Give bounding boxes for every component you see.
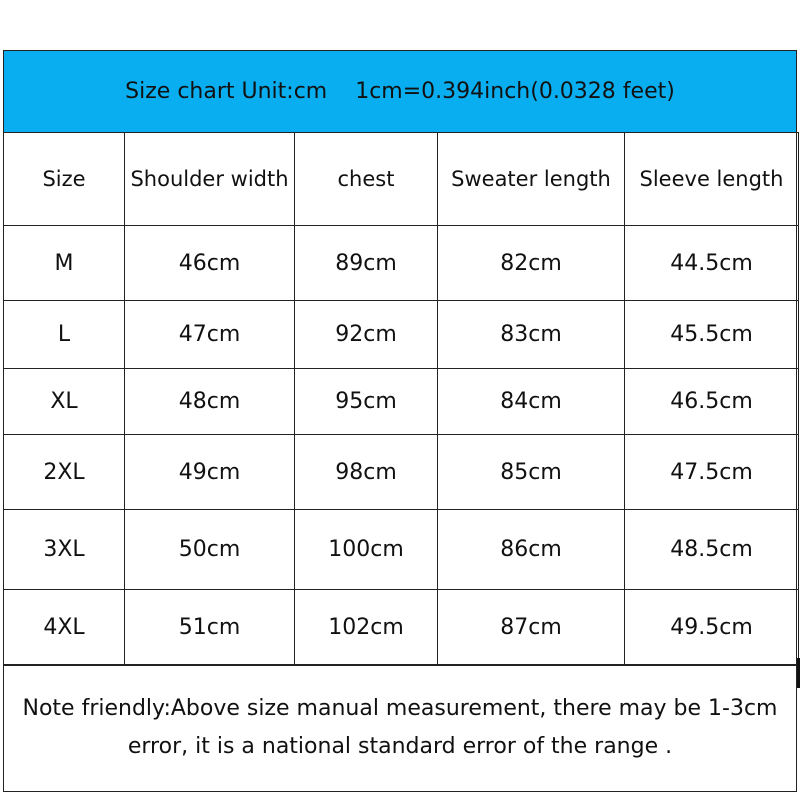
cell-sleeve-length: 49.5cm <box>625 590 799 666</box>
header-sleeve-length: Sleeve length <box>625 133 799 226</box>
cell-sweater-length: 82cm <box>438 226 625 301</box>
cell-sweater-length: 83cm <box>438 301 625 369</box>
table-row <box>4 301 799 369</box>
header-chest: chest <box>295 133 438 226</box>
cell-shoulder-width: 46cm <box>125 226 295 301</box>
header-shoulder-width: Shoulder width <box>125 133 295 226</box>
note-line-2: error, it is a national standard error of the range . <box>127 734 673 759</box>
cell-size: XL <box>4 369 125 435</box>
table-header-row <box>4 133 799 226</box>
header-sweater-length: Sweater length <box>438 133 625 226</box>
cell-chest: 95cm <box>295 369 438 435</box>
cell-chest: 102cm <box>295 590 438 666</box>
cell-sleeve-length: 44.5cm <box>625 226 799 301</box>
cell-chest: 98cm <box>295 435 438 510</box>
cell-sleeve-length: 47.5cm <box>625 435 799 510</box>
table-row <box>4 226 799 301</box>
note-line-1: Note friendly:Above size manual measurement, there may be 1-3cm <box>22 696 778 721</box>
cell-sweater-length: 87cm <box>438 590 625 666</box>
cell-sweater-length: 86cm <box>438 510 625 590</box>
cell-sleeve-length: 48.5cm <box>625 510 799 590</box>
cell-chest: 92cm <box>295 301 438 369</box>
table-row <box>4 590 799 666</box>
banner-title: Size chart Unit:cm 1cm=0.394inch(0.0328 feet) <box>125 79 675 104</box>
table-row <box>4 369 799 435</box>
cell-size: 4XL <box>4 590 125 666</box>
cell-shoulder-width: 47cm <box>125 301 295 369</box>
cell-size: M <box>4 226 125 301</box>
cell-shoulder-width: 49cm <box>125 435 295 510</box>
header-size: Size <box>4 133 125 226</box>
table-row <box>4 435 799 510</box>
cell-sleeve-length: 45.5cm <box>625 301 799 369</box>
size-chart <box>3 50 797 792</box>
cell-chest: 89cm <box>295 226 438 301</box>
table-row <box>4 510 799 590</box>
cell-sweater-length: 84cm <box>438 369 625 435</box>
cell-sleeve-length: 46.5cm <box>625 369 799 435</box>
size-chart-banner <box>4 51 796 133</box>
cell-chest: 100cm <box>295 510 438 590</box>
cell-size: 2XL <box>4 435 125 510</box>
cell-size: 3XL <box>4 510 125 590</box>
cell-shoulder-width: 51cm <box>125 590 295 666</box>
cell-shoulder-width: 48cm <box>125 369 295 435</box>
cell-size: L <box>4 301 125 369</box>
cell-sweater-length: 85cm <box>438 435 625 510</box>
size-table <box>3 132 799 666</box>
cell-shoulder-width: 50cm <box>125 510 295 590</box>
measurement-note <box>4 664 796 791</box>
